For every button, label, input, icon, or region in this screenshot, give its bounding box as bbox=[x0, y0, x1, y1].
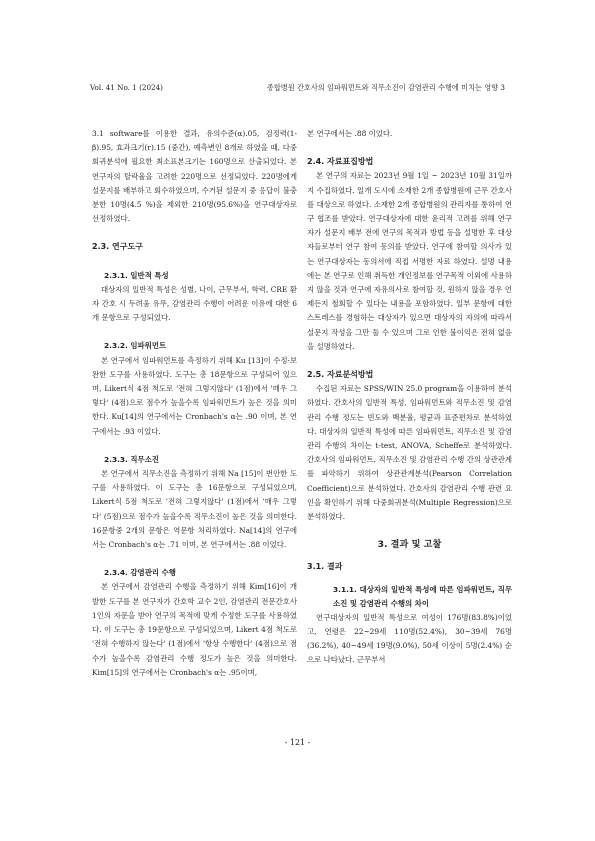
section-heading: 2.3. 연구도구 bbox=[92, 242, 143, 252]
subsection-heading: 2.3.1. 일반적 특성 bbox=[104, 270, 169, 280]
right-column bbox=[307, 127, 512, 668]
paragraph: 연구대상자의 일반적 특성으로 여성이 176명(83.8%)이었고, 연령은 22~29세 110명(52.4%), 30~39세 76명(36.2%), 40~49세 19명(9.0%), 50세 이상이 5명(2.4%) 순으로 나타났다. 근무부서 bbox=[307, 612, 512, 665]
subsection-heading: 2.3.4. 감염관리 수행 bbox=[104, 568, 176, 578]
paragraph: 본 연구에서 직무소진을 측정하기 위해 Na [15]이 번안한 도구를 사용하였다. 이 도구는 총 16문항으로 구성되었으며, Likert식 5점 척도로 '전혀 그렇지않다' (1점)에서 '매우 그렇다' (5점)으로 점수가 높을수록 직무소진이 높은 것을 의미한다. 16문항중 2개의 문항은 역문항 처리하였다. Na[14]의 연구에서는 Cronbach's α는 .71 이며, 본 연구에서는 .88 이었다. bbox=[92, 469, 297, 550]
paragraph: 본 연구에서 임파워먼트를 측정하기 위해 Ku [13]이 수정·보완한 도구를 사용하였다. 도구는 총 18문항으로 구성되어 있으며, Likert식 4점 척도로 '전혀 그렇지않다' (1점)에서 '매우 그렇다' (4점)으로 점수가 높을수록 임파워먼트가 높은 것을 의미한다. Ku[14]의 연구에서는 Cronbach's α는 .90 이며, 본 연구에서는 .93 이었다. bbox=[92, 355, 297, 436]
section-heading: 3.1. 결과 bbox=[307, 562, 343, 572]
left-column bbox=[92, 127, 297, 680]
paragraph: 본 연구의 자료는 2023년 9월 1일 ~ 2023년 10월 31일까지 수집하였다. 일개 도시에 소재한 2개 종합병원에 근무 간호사를 대상으로 하였다. 소재한 2개 종합병원의 관리자를 통하여 연구 협조를 받았다. 연구대상자에 대한 윤리적 고려를 위해 연구자가 설문지 배부 전에 연구의 목적과 방법 등을 설명한 후 대상자들로부터 연구 참여 동의를 받았다. 연구에 참여할 의사가 있는 연구대상자는 동의서에 직접 서명한 자료 하였다. 설명 내용에는 본 연구로 인해 취득한 개인정보를 연구목적 이외에 사용하지 않을 것과 연구에 자유의사로 참여할 것, 원하지 않을 경우 언제든지 철회할 수 있다는 내용을 포함하였다. 일부 문항에 대한 스트레스를 경험하는 대상자가 있으면 대상자의 자의에 따라서 설문지 작성을 그만 둘 수 있으며 그로 인한 불이익은 전혀 없음을 설명하였다. bbox=[307, 171, 512, 351]
subsection-heading: 3.1.1. 대상자의 일반적 특성에 따른 임파워먼트, 직무소진 및 감염관리 수행의 차이 bbox=[333, 584, 512, 608]
section-heading: 2.4. 자료표집방법 bbox=[307, 157, 374, 167]
paragraph: 대상자의 일반적 특성은 성별, 나이, 근무부서, 학력, CRE 환자 간호 시 두려움 유무, 감염관리 수행이 어려운 이유에 대한 6개 문항으로 구성되었다. bbox=[92, 284, 297, 323]
paragraph: 본 연구에서 감염관리 수행을 측정하기 위해 Kim[16]이 개발한 도구를 본 연구자가 간호학 교수 2인, 감염관리 전문간호사 1인의 자문을 받아 연구의 목적에 맞게 수정한 도구를 사용하였다. 이 도구는 총 19문항으로 구성되었으며, Likert 4점 척도로 '전혀 수행하지 않는다' (1점)에서 '항상 수행한다' (4점)으로 점수가 높을수록 감염관리 수행 정도가 높은 것을 의미한다. Kim[15]의 연구에서는 Cronbach's α는 .95이며, bbox=[92, 582, 297, 677]
subsection-heading: 2.3.2. 임파워먼트 bbox=[104, 341, 167, 351]
section-heading: 2.5. 자료분석방법 bbox=[307, 370, 374, 380]
paragraph: 수집된 자료는 SPSS/WIN 25.0 program을 이용하여 분석하였다. 간호사의 일반적 특성, 임파워먼트와 직무소진 및 감염관리 수행 정도는 빈도와 백분율, 평균과 표준편차로 분석하였다. 대상자의 일반적 특성에 따른 임파워먼트, 직무소진 및 감염관리 수행의 차이는 t-test, ANOVA, Scheffe로 분석하였다. 간호사의 임파워먼트, 직무소진 및 감염관리 수행 간의 상관관계를 파악하기 위하여 상관관계분석(Pearson Correlation Coefficient)으로 분석하였다. 간호사의 감염관리 수행 관련 요인을 확인하기 위해 다중회귀분석(Multiple Regression)으로 분석하였다. bbox=[307, 384, 512, 522]
paragraph: 3.1 software를 이용한 결과, 유의수준(α).05, 검정력(1-β).95, 효과크기(r).15 (중간), 예측변인 8개로 하였을 때, 다중회귀분석에 필요한 최소표본크기는 160명으로 산출되었다. 본 연구자의 탈락율을 고려한 220명으로 선정되었다. 220명에게 설문지를 배부하고 회수하였으며, 수거된 설문지 중 응답이 불충분한 10명(4.5 %)을 제외한 210명(95.6%)을 연구대상자로 선정하였다. bbox=[92, 129, 297, 224]
paragraph: 본 연구에서는 .88 이었다. bbox=[307, 129, 393, 138]
subsection-heading: 2.3.3. 직무소진 bbox=[104, 454, 159, 464]
chapter-heading: 3. 결과 및 고찰 bbox=[377, 539, 442, 551]
journal-volume: Vol. 41 No. 1 (2024) bbox=[90, 83, 163, 92]
page-number: - 121 - bbox=[284, 738, 311, 747]
running-title: 종합병원 간호사의 임파워먼트와 직무소진이 감염관리 수행에 미치는 영향 3 bbox=[266, 83, 505, 92]
